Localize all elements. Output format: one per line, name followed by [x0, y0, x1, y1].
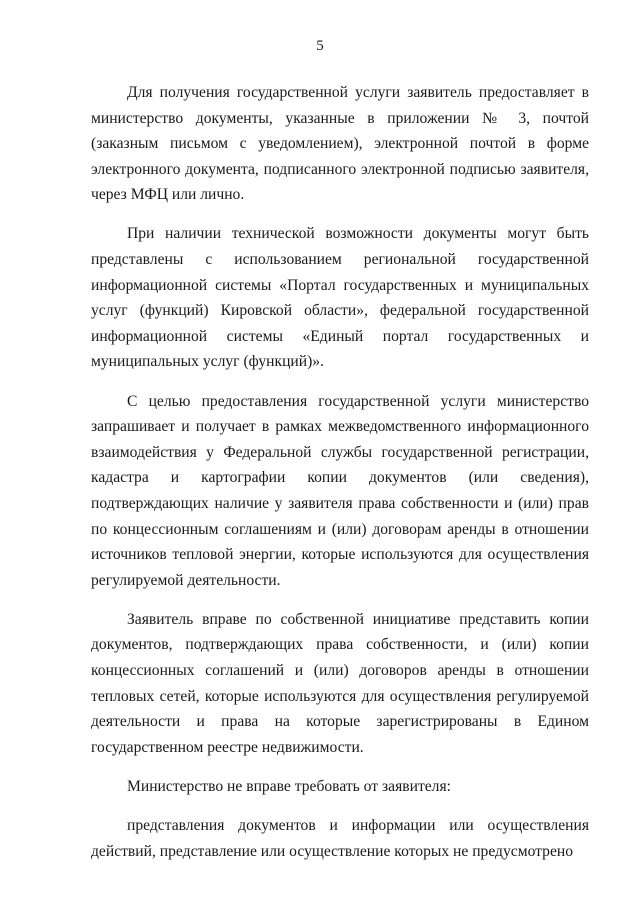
page-number: 5: [316, 38, 324, 54]
paragraph-applicant-initiative: Заявитель вправе по собственной инициативе представить копии документов, подтверждающих права собственности, и (или) копии концессионных соглашений и (или) договоров аренды в отношении тепловых сетей, которые используются для осуществления регулируемой деятельности и права на которые зарегистрированы в Едином государственном реестре недвижимости.: [91, 610, 589, 756]
paragraph-ministry-restrictions: Министерство не вправе требовать от заявителя:: [127, 777, 451, 795]
paragraph-submission-methods: Для получения государственной услуги заявитель предоставляет в министерство документы, указанные в приложении № 3, почтой (заказным письмом с уведомлением), электронной почтой в форме электронного документа, подписанного электронной подписью заявителя, через МФЦ или лично.: [91, 84, 589, 204]
paragraph-electronic-portals: При наличии технической возможности документы могут быть представлены с использованием региональной государственной информационной системы «Портал государственных и муниципальных услуг (функций) Кировской области», федеральной государственной информационной системы «Единый портал государственных и муниципальных услуг (функций)».: [91, 225, 589, 371]
document-body: [91, 80, 589, 878]
paragraph-interagency-request: С целью предоставления государственной услуги министерство запрашивает и получает в рамках межведомственного информационного взаимодействия у Федеральной службы государственной регистрации, кадастра и картографии копии документов (или сведения), подтверждающих наличие у заявителя права собственности и (или) прав по концессионным соглашениям и (или) договорам аренды в отношении источников тепловой энергии, которые используются для осуществления регулируемой деятельности.: [91, 392, 589, 589]
paragraph-restriction-item: представления документов и информации или осуществления действий, представление или осуществление которых не предусмотрено: [91, 816, 589, 860]
